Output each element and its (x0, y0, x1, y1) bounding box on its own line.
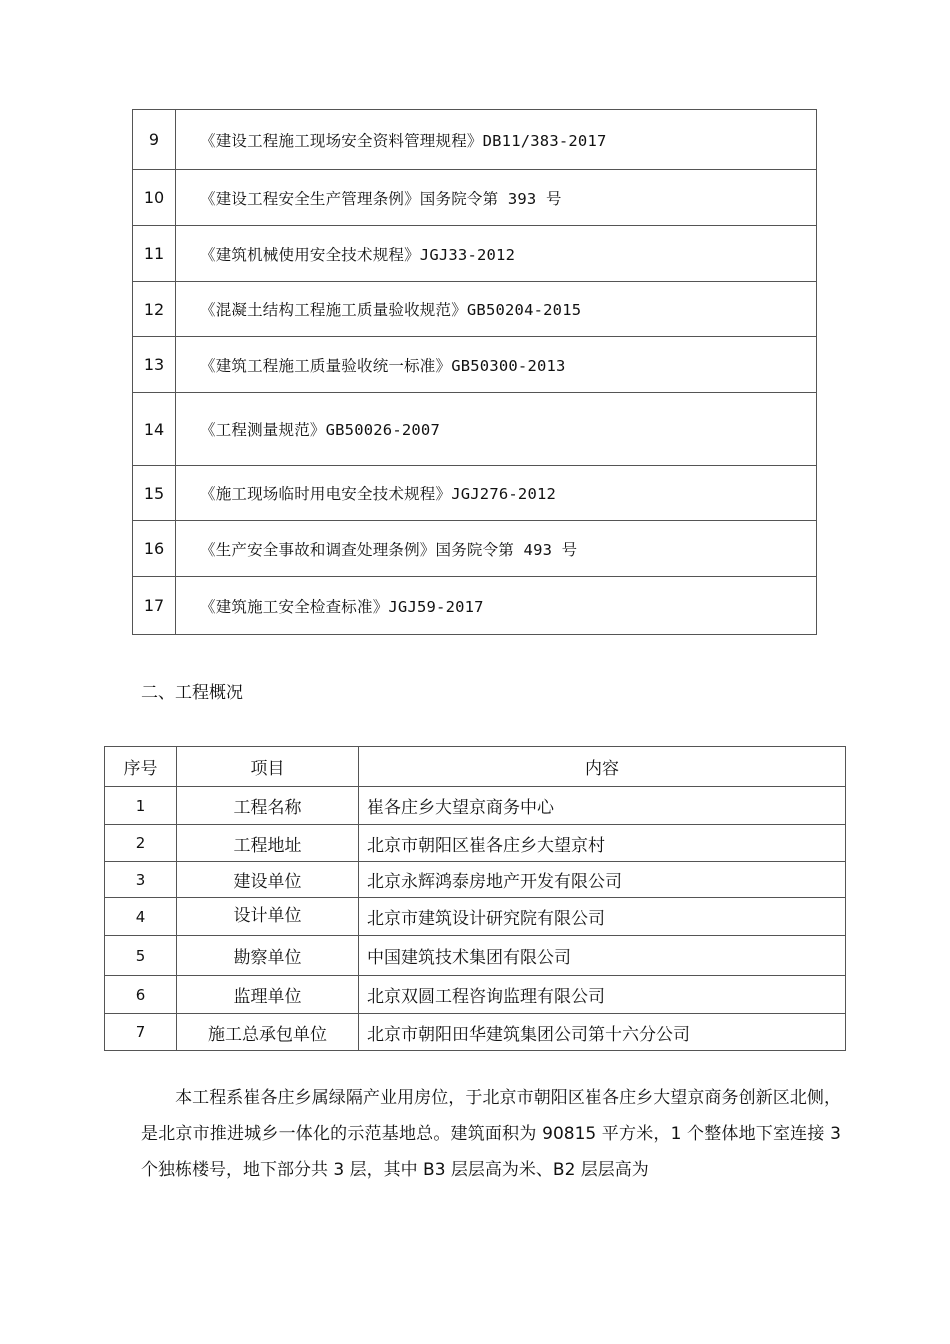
row-number: 14 (133, 393, 176, 466)
table-row (133, 226, 817, 282)
table-row (133, 577, 817, 635)
row-number: 16 (133, 521, 176, 577)
row-number: 13 (133, 337, 176, 393)
row-number: 3 (105, 862, 177, 898)
row-item: 施工总承包单位 (177, 1014, 359, 1051)
overview-table (104, 746, 846, 1051)
table-row (105, 898, 846, 936)
row-number: 5 (105, 936, 177, 976)
table-row (133, 393, 817, 466)
row-item: 工程名称 (177, 787, 359, 825)
standard-name: 《建筑施工安全检查标准》JGJ59-2017 (176, 577, 817, 635)
standard-name: 《施工现场临时用电安全技术规程》JGJ276-2012 (176, 466, 817, 521)
row-number: 9 (133, 110, 176, 170)
row-number: 7 (105, 1014, 177, 1051)
row-content: 北京市朝阳区崔各庄乡大望京村 (359, 825, 846, 862)
table-row (105, 787, 846, 825)
table-row (133, 337, 817, 393)
table-row (105, 1014, 846, 1051)
row-number: 1 (105, 787, 177, 825)
row-content: 北京市朝阳田华建筑集团公司第十六分公司 (359, 1014, 846, 1051)
table-row (133, 282, 817, 337)
standard-name: 《建筑工程施工质量验收统一标准》GB50300-2013 (176, 337, 817, 393)
table-row (105, 825, 846, 862)
row-content: 崔各庄乡大望京商务中心 (359, 787, 846, 825)
paragraph-text: 本工程系崔各庄乡属绿隔产业用房位，于北京市朝阳区崔各庄乡大望京商务创新区北侧，是北京市推进城乡一体化的示范基地总。建筑面积为 90815 平方米，1 个整体地下室连接 3 个独栋楼号，地下部分共 3 层，其中 B3 层层高为米、B2 层层高为 (141, 1088, 841, 1180)
row-number: 10 (133, 170, 176, 226)
column-header-number: 序号 (105, 747, 177, 787)
overview-paragraph (141, 1080, 841, 1188)
standards-table (132, 109, 817, 635)
row-number: 6 (105, 976, 177, 1014)
column-header-item: 项目 (177, 747, 359, 787)
table-row (133, 110, 817, 170)
standard-name: 《工程测量规范》GB50026-2007 (176, 393, 817, 466)
row-number: 15 (133, 466, 176, 521)
table-header-row (105, 747, 846, 787)
column-header-content: 内容 (359, 747, 846, 787)
standard-name: 《建筑机械使用安全技术规程》JGJ33-2012 (176, 226, 817, 282)
standard-name: 《建设工程施工现场安全资料管理规程》DB11/383-2017 (176, 110, 817, 170)
row-item: 建设单位 (177, 862, 359, 898)
table-row (133, 521, 817, 577)
row-item: 勘察单位 (177, 936, 359, 976)
table-row (105, 936, 846, 976)
standard-name: 《建设工程安全生产管理条例》国务院令第 393 号 (176, 170, 817, 226)
row-item: 设计单位 (177, 898, 359, 936)
row-item: 监理单位 (177, 976, 359, 1014)
row-item: 工程地址 (177, 825, 359, 862)
table-row (105, 862, 846, 898)
row-number: 2 (105, 825, 177, 862)
standard-name: 《生产安全事故和调查处理条例》国务院令第 493 号 (176, 521, 817, 577)
section-heading: 二、工程概况 (141, 683, 243, 703)
standard-name: 《混凝土结构工程施工质量验收规范》GB50204-2015 (176, 282, 817, 337)
row-number: 4 (105, 898, 177, 936)
row-number: 12 (133, 282, 176, 337)
table-row (133, 466, 817, 521)
row-number: 11 (133, 226, 176, 282)
row-content: 北京市建筑设计研究院有限公司 (359, 898, 846, 936)
row-number: 17 (133, 577, 176, 635)
table-row (133, 170, 817, 226)
row-content: 北京双圆工程咨询监理有限公司 (359, 976, 846, 1014)
row-content: 中国建筑技术集团有限公司 (359, 936, 846, 976)
row-content: 北京永辉鸿泰房地产开发有限公司 (359, 862, 846, 898)
table-row (105, 976, 846, 1014)
